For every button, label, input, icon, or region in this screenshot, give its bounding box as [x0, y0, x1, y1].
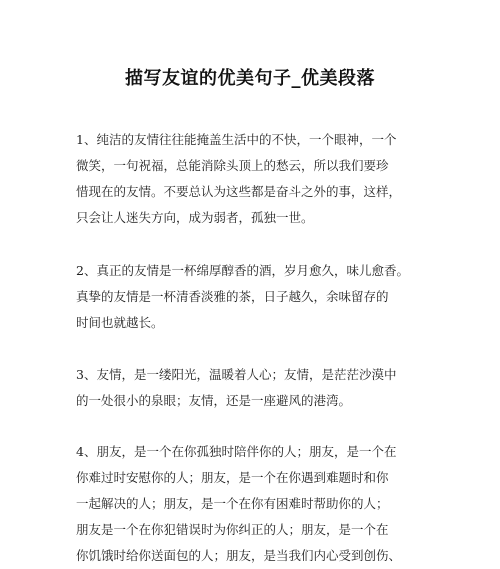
paragraph-line: 真挚的友情是一杯清香淡雅的茶，日子越久，余味留存的	[76, 289, 389, 304]
paragraph-line: 时间也就越长。	[76, 315, 164, 330]
paragraph-4	[76, 439, 436, 569]
paragraph-line: 你饥饿时给你送面包的人；朋友，是当我们内心受到创伤、	[76, 548, 402, 563]
paragraph-line: 惜现在的友情。不要总认为这些都是奋斗之外的事，这样，	[76, 184, 402, 199]
paragraph-line: 朋友是一个在你犯错误时为你纠正的人；朋友，是一个在	[76, 522, 389, 537]
paragraph-line: 只会让人迷失方向，成为弱者，孤独一世。	[76, 210, 314, 225]
paragraph-line: 微笑，一句祝福，总能消除头顶上的愁云，所以我们要珍	[76, 158, 389, 173]
paragraph-line: 你难过时安慰你的人；朋友，是一个在你遇到难题时和你	[76, 470, 389, 485]
paragraph-line: 1、纯洁的友情往往能掩盖生活中的不快，一个眼神，一个	[76, 132, 397, 147]
paragraph-line: 的一处很小的泉眼；友情，还是一座避风的港湾。	[76, 393, 352, 408]
paragraph-line: 一起解决的人；朋友，是一个在你有困难时帮助你的人；	[76, 496, 389, 511]
paragraph-1	[76, 127, 436, 231]
paragraph-3	[76, 362, 436, 414]
paragraph-line: 2、真正的友情是一杯绵厚醇香的酒，岁月愈久，味儿愈香。	[76, 263, 409, 278]
paragraph-2	[76, 258, 436, 336]
paragraph-line: 3、友情，是一缕阳光，温暖着人心；友情，是茫茫沙漠中	[76, 367, 397, 382]
paragraph-line: 4、朋友，是一个在你孤独时陪伴你的人；朋友，是一个在	[76, 444, 397, 459]
document-title: 描写友谊的优美句子_优美段落	[125, 68, 375, 89]
